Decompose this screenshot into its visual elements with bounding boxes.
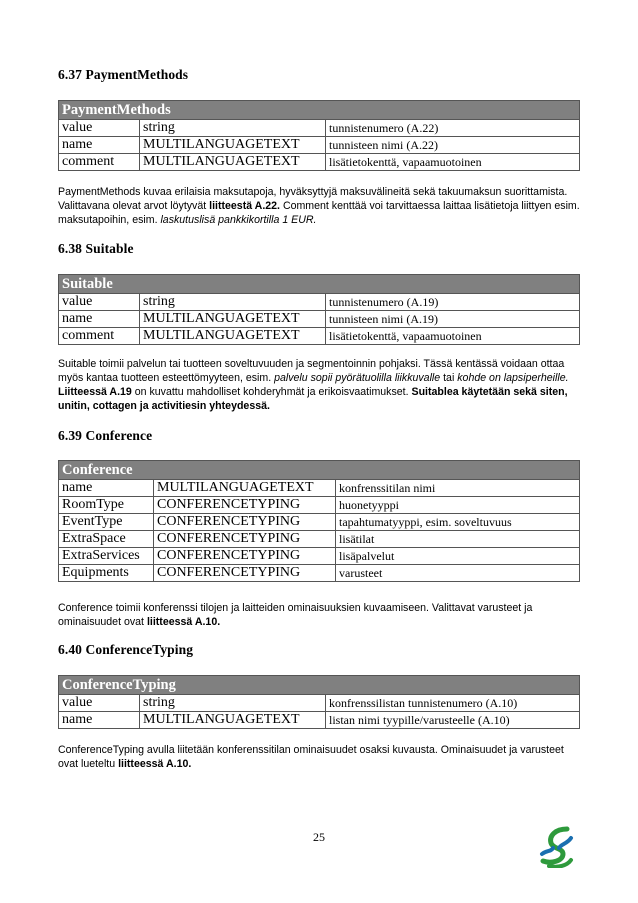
table-row: name MULTILANGUAGETEXT konfrenssitilan nimi bbox=[59, 480, 580, 497]
section-heading-conference-typing: 6.40 ConferenceTyping bbox=[58, 642, 194, 657]
table-row: EventType CONFERENCETYPING tapahtumatyyppi, esim. soveltuvuus bbox=[59, 514, 580, 531]
table-title: Conference bbox=[59, 461, 580, 480]
table-row: name MULTILANGUAGETEXT tunnisteen nimi (A.19) bbox=[59, 311, 580, 328]
table-row: comment MULTILANGUAGETEXT lisätietokenttä, vapaamuotoinen bbox=[59, 328, 580, 345]
section-paragraph: ConferenceTyping avulla liitetään konferenssitilan ominaisuudet osaksi kuvausta. Ominaisuudet ja varusteet ovat lueteltu liitteessä A.10. bbox=[58, 744, 564, 770]
table-row: comment MULTILANGUAGETEXT lisätietokenttä, vapaamuotoinen bbox=[59, 154, 580, 171]
section-heading-suitable: 6.38 Suitable bbox=[58, 241, 134, 256]
table-row: ExtraSpace CONFERENCETYPING lisätilat bbox=[59, 531, 580, 548]
table-row: ExtraServices CONFERENCETYPING lisäpalvelut bbox=[59, 548, 580, 565]
payment-methods-table bbox=[58, 100, 580, 171]
section-heading-conference: 6.39 Conference bbox=[58, 428, 153, 443]
table-title: Suitable bbox=[59, 275, 580, 294]
table-row: value string konfrenssilistan tunnistenumero (A.10) bbox=[59, 695, 580, 712]
section-heading-payment-methods: 6.37 PaymentMethods bbox=[58, 67, 189, 82]
conference-table bbox=[58, 460, 580, 582]
conference-typing-table bbox=[58, 675, 580, 729]
section-paragraph: Suitable toimii palvelun tai tuotteen soveltuvuuden ja segmentoinnin pohjaksi. Tässä kentässä voidaan ottaa myös kantaa tuotteen esteettömyyteen, esim. palvelu sopii pyörätuolilla liikkuvalle tai kohde on lapsiperheille. Liitteessä A.19 on kuvattu mahdolliset kohderyhmät ja erikoisvaatimukset. Suitablea käytetään sekä siten, unitin, cottagen ja activitiesin yhteydessä. bbox=[58, 358, 569, 412]
page-number: 25 bbox=[313, 830, 325, 844]
table-row: name MULTILANGUAGETEXT tunnisteen nimi (A.22) bbox=[59, 137, 580, 154]
tourism-logo-icon bbox=[537, 826, 577, 868]
table-title: ConferenceTyping bbox=[59, 676, 580, 695]
table-row: Equipments CONFERENCETYPING varusteet bbox=[59, 565, 580, 582]
table-row: value string tunnistenumero (A.22) bbox=[59, 120, 580, 137]
section-paragraph: PaymentMethods kuvaa erilaisia maksutapoja, hyväksyttyjä maksuvälineitä sekä takuumaksun suorittamista. Valittavana olevat arvot löytyvät liitteestä A.22. Comment kenttää voi tarvittaessa laittaa lisätietoja liittyen esim. maksutapoihin, esim. laskutuslisä pankkikortilla 1 EUR. bbox=[58, 186, 580, 226]
table-row: value string tunnistenumero (A.19) bbox=[59, 294, 580, 311]
table-row: RoomType CONFERENCETYPING huonetyyppi bbox=[59, 497, 580, 514]
section-paragraph: Conference toimii konferenssi tilojen ja laitteiden ominaisuuksien kuvaamiseen. Valittavat varusteet ja ominaisuudet ovat liitteessä A.10. bbox=[58, 602, 533, 628]
suitable-table bbox=[58, 274, 580, 345]
table-title: PaymentMethods bbox=[59, 101, 580, 120]
table-row: name MULTILANGUAGETEXT listan nimi tyypille/varusteelle (A.10) bbox=[59, 712, 580, 729]
